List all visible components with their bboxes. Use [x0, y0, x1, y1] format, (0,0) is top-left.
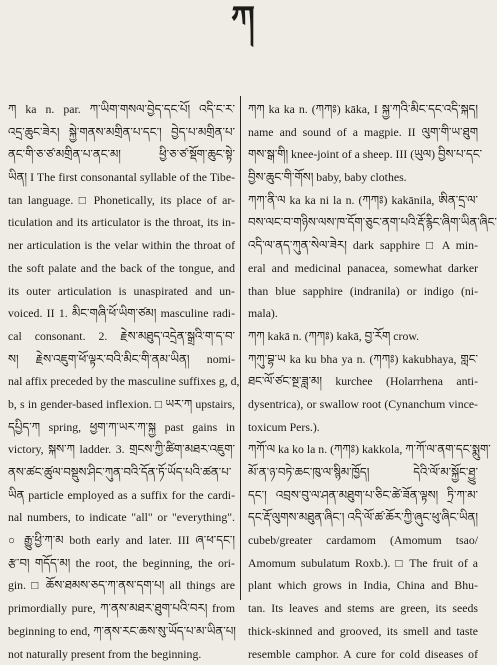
- right-column-line: མོ་ན་ཉ་བཏེ་ཆང་ཁུ་ལ་སྙིམ་ཁྱོད། དེའི་ལོ་མ་སྐྱོང་ཐྱུ་: [248, 461, 478, 484]
- left-column-line: the soft palate and the back of the tongue, and: [8, 257, 235, 280]
- left-column-line: ས། རྗེས་འཇུག་ཕོ་ལྟར་བའི་མིང་གི་ནམ་ཡིན། nomi-: [8, 348, 235, 371]
- left-column-line: beginning to end, ཀ་ནས་རང་ཆས་སུ་ཡོད་པ་མ་ཡིན་པ།: [8, 620, 235, 643]
- right-column-line: name and sound of a magpie. II ལུག་གི་ཡ་ཐུག: [248, 121, 478, 144]
- right-column: [248, 98, 478, 665]
- left-column-line: victory, སྐས་ཀ ladder. 3. གྲངས་ཀྱི་ཚིག་མཐར་འཇུག་: [8, 438, 235, 461]
- right-column-line: ཀཀ་ནི་ལ ka ka ni la n. (ཀཀཿ) kakānila, ཨིན་དྲ་ལ་: [248, 189, 478, 212]
- right-column-line: དང་རྡོ་ལུགས་མཐུན་ཞིང་། འདི་ལོ་ཚ་ཆོར་ཀྱི་ཞུང་ཕུ་ཞིང་ཡིན།: [248, 506, 478, 529]
- left-column-line: voiced. II 1. མིང་གཞི་ཕོ་ཡིག་ཙམ། masculine radi-: [8, 302, 235, 325]
- right-column-line: བྱིས་ཆུང་གི་གོས། baby, baby clothes.: [248, 166, 478, 189]
- right-column-line: resemble camphor. A cure for cold diseases of: [248, 643, 478, 665]
- left-column: [8, 98, 235, 665]
- right-column-line: ཀཀ ka ka n. (ཀཀཿ) kāka, I སྐྱ་ཀའི་མིང་དང་འདི་སྐད།: [248, 98, 478, 121]
- right-column-line: དང་། འབྲས་བུ་ལ་ཤན་མཐུག་པ་ཅིང་ཚེ་ཟོན་ལྟས། ཏྲི་ཀ་མ་: [248, 484, 478, 507]
- right-column-line: Amomum subulatum Roxb.). □ The fruit of a: [248, 552, 478, 575]
- left-column-line: b, s in gender-based inflexion. □ ཡར་ཀ upstairs,: [8, 393, 235, 416]
- left-column-line: cal consonant. 2. རྗེས་མཐུད་འདྲེན་སྒྲའི་ག་ད་བ་: [8, 325, 235, 348]
- right-column-line: འདི་ལ་ནད་ཀུན་སེལ་ཟེར། dark sapphire □ A min-: [248, 234, 478, 257]
- left-column-line: ticulation and its articulator is the throat, its in-: [8, 211, 235, 234]
- left-column-line: tan language. □ Phonetically, its place of ar-: [8, 189, 235, 212]
- right-column-line: tan. Its leaves and stems are green, its seeds: [248, 597, 478, 620]
- left-column-line: gin. □ ཆོས་ཐམས་ཅད་ཀ་ནས་དག་པ། all things are: [8, 574, 235, 597]
- left-column-line: not naturally present from the beginning.: [8, 643, 235, 665]
- left-column-line: primordially pure, ཀ་ནས་མཐར་ཐུག་པའི་བར། from: [8, 597, 235, 620]
- right-column-line: cubeb/greater cardamom (Amomum tsao/: [248, 529, 478, 552]
- right-column-line: mala).: [248, 302, 478, 325]
- right-column-line: plant which grows in India, China and Bhu-: [248, 574, 478, 597]
- right-column-line: བས་ལང་བ་གཉིས་ལས་ཁ་དོག་ཅུང་ནག་པའི་རྡོ་རྙིང་ཞིག་ཡིན་ཞིང་: [248, 211, 478, 234]
- right-column-line: ཀཀུ་བྷ་ཡ ka ku bha ya n. (ཀཀཿ) kakubhaya, གླང་: [248, 348, 478, 371]
- right-column-line: than blue sapphire (indranila) or indigo (ni-: [248, 280, 478, 303]
- left-column-line: དཔྱིད་ཀ spring, ཕྱག་ཀ་ཡར་ཀ་སྐྱ past gains in: [8, 416, 235, 439]
- right-column-line: ཀཀོ་ལ ka ko la n. (ཀཀཿ) kakkola, ཀ་ཀོ་ལ་ནག་དང་སྨུག་: [248, 438, 478, 461]
- left-column-line: ཀ ka n. par. ཀ་ཡིག་གསལ་བྱེད་དང་པོ། འདི་ང་ར་: [8, 98, 235, 121]
- left-column-line: ནས་ཚང་ཚུལ་བསྡུས་ཤིང་ཀུན་བའི་དོན་ཏོ་ཡོད་པའི་ཚན་པ་: [8, 461, 235, 484]
- left-column-line: ner articulation is the velar within the throat of: [8, 234, 235, 257]
- left-column-line: ཡིན particle employed as a suffix for the cardi-: [8, 484, 235, 507]
- left-column-line: its outer articulation is unaspirated and un-: [8, 280, 235, 303]
- page-header-letter: ཀ: [0, 2, 486, 38]
- left-column-line: ○ རྒྱུ་ཕྱི་ཀ་མ both early and later. III ཞ་ཕ་དང་།: [8, 529, 235, 552]
- left-column-line: འདྲ་ཆུང་ཟེར། སྐྱེ་གནས་མགྲིན་པ་དང་། བྱེད་པ་མགྲིན་པ་: [8, 121, 235, 144]
- left-column-line: nal affix preceded by the masculine suffixes g, d,: [8, 370, 235, 393]
- left-column-line: རྩ་བ། གདོད་མ། the root, the beginning, the ori-: [8, 552, 235, 575]
- right-column-line: གས་སྒ་གི། knee-joint of a sheep. III (ཡུལ) བྱིས་པ་དང་: [248, 143, 478, 166]
- column-divider: [240, 96, 241, 600]
- right-column-line: ཐང་ལོ་ཙང་སྔ་ཟླ་མ། kurchee (Holarrhena anti-: [248, 370, 478, 393]
- right-column-line: ཀཀ kakā n. (ཀཀཿ) kakā, བྱ་རོག crow.: [248, 325, 478, 348]
- right-column-line: thick-skinned and grooved, its smell and taste: [248, 620, 478, 643]
- right-column-line: toxicum Pers.).: [248, 416, 478, 439]
- left-column-line: nal numbers, to indicate "all" or "everything".: [8, 506, 235, 529]
- right-column-line: dysentrica), or swallow root (Cynanchum vince-: [248, 393, 478, 416]
- left-column-line: ཡིན། I The first consonantal syllable of the Tibe-: [8, 166, 235, 189]
- left-column-line: ནང་གི་ཅ་ཙ་མགྲིན་པ་ནང་མ། ཕྱི་ཅ་ཙ་སྡོག་ཆུང་སྟེ་: [8, 143, 235, 166]
- right-column-line: eral and medicinal panacea, somewhat darker: [248, 257, 478, 280]
